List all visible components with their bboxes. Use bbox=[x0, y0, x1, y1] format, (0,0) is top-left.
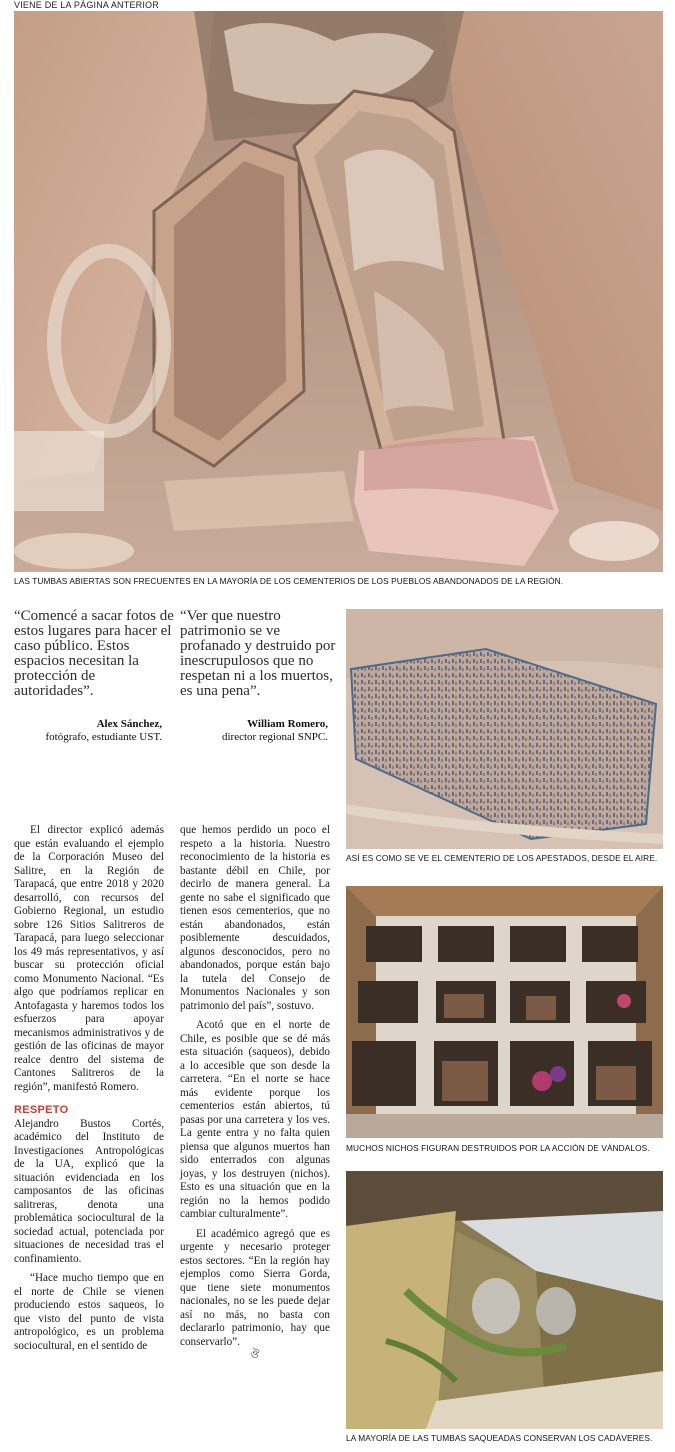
quote-2-role: director regional SNPC. bbox=[221, 731, 328, 743]
end-mark-icon: ঔ bbox=[250, 1349, 260, 1361]
quote-2-author: William Romero, bbox=[247, 718, 328, 730]
article-paragraph: El director explicó además que están evaluando el ejemplo de la Corporación Museo del Salitre, en la Región de Tarapacá, que entre 2018 y 2020 desarrolló, con recursos del Gobierno Regional, un estudio sobre 126 Sitios Salitreros de Tarapacá, para luego seleccionar los 49 más representativos, y así buscar su protección oficial como Monumento Nacional. “Es algo que podríamos replicar en Antofagasta y haremos todos los esfuerzos para apoyar mecanismos administrativos y de gestión de las oficinas de mayor realce dentro del sistema de Cantones Salitreros de la región”, manifestó Romero. bbox=[14, 824, 164, 1093]
quote-1-text: “Comencé a sacar fotos de estos lugares para hacer el caso público. Estos espacios necesitan la protección de autoridades”. bbox=[14, 608, 174, 699]
article-column-2 bbox=[180, 824, 330, 1363]
article-paragraph: Acotó que en el norte de Chile, es posible que se dé más esta situación (saqueos), debido a lo accesible que son desde la carretera. “En el norte se hace más evidente porque los cementerios están abiertos, tú pasas por una carretera y los ves. La gente entra y no falta quien piensa que algunos muertos han sido enterrados con algunas joyas, y los destruyen (nichos). Esto es una situación que en la región no la hemos podido cambiar culturalmente”. bbox=[180, 1019, 330, 1220]
article-column-1 bbox=[14, 824, 164, 1353]
looted-photo-caption: LA MAYORÍA DE LAS TUMBAS SAQUEADAS CONSERVAN LOS CADÁVERES. bbox=[346, 1433, 653, 1443]
aerial-photo-caption: ASÍ ES COMO SE VE EL CEMENTERIO DE LOS APESTADOS, DESDE EL AIRE. bbox=[346, 853, 658, 863]
niches-photo bbox=[346, 886, 663, 1138]
article-paragraph: “Hace mucho tiempo que en el norte de Chile se vienen produciendo estos saqueos, lo que visto del punto de vista antropológico, es un problema sociocultural, en el sentido de bbox=[14, 1272, 164, 1352]
main-photo-caption: LAS TUMBAS ABIERTAS SON FRECUENTES EN LA MAYORÍA DE LOS CEMENTERIOS DE LOS PUEBLOS ABANDONADOS DE LA REGIÓN. bbox=[14, 576, 564, 586]
article-paragraph: que hemos perdido un poco el respeto a la historia. Nuestro reconocimiento de la historia es bastante débil en Chile, por decirlo de manera general. La gente no sabe el significado que tienen esos cementerios, que no están abandonados, están posiblemente descuidados, algunos desconocidos, pero no abandonados, porque están bajo la tutela del Consejo de Monumentos Nacionales y son patrimonio del país”, sostuvo. bbox=[180, 824, 330, 1012]
quote-2 bbox=[180, 609, 340, 699]
kicker: VIENE DE LA PÁGINA ANTERIOR bbox=[14, 0, 159, 10]
niches-photo-caption: MUCHOS NICHOS FIGURAN DESTRUIDOS POR LA ACCIÓN DE VÁNDALOS. bbox=[346, 1143, 650, 1153]
subhead-respeto: RESPETO bbox=[14, 1104, 69, 1116]
quote-1 bbox=[14, 609, 174, 699]
quote-1-author: Alex Sánchez, bbox=[96, 718, 162, 730]
article-paragraph: Alejandro Bustos Cortés, académico del Instituto de Investigaciones Antropológicas de la UA, explicó que la situación evidenciada en los camposantos de las oficinas salitreras, denota una problemática sociocultural de la sociedad actual, potenciada por situaciones de necesidad tras el confinamiento. bbox=[14, 1117, 164, 1265]
main-photo bbox=[14, 11, 663, 572]
quote-1-attribution bbox=[12, 718, 162, 744]
quote-2-text: “Ver que nuestro patrimonio se ve profanado y destruido por inescrupulosos que no respetan ni a los muertos, es una pena”. bbox=[180, 608, 336, 699]
quote-2-attribution bbox=[178, 718, 328, 744]
quote-1-role: fotógrafo, estudiante UST. bbox=[45, 731, 162, 743]
aerial-photo bbox=[346, 609, 663, 849]
looted-photo bbox=[346, 1171, 663, 1429]
article-paragraph: El académico agregó que es urgente y necesario proteger estos sectores. “En la región hay ejemplos como Sierra Gorda, que tiene siete monumentos nacionales, no se les puede dejar así no más, no basta con declararlo patrimonio, hay que conservarlo”. bbox=[180, 1227, 330, 1348]
